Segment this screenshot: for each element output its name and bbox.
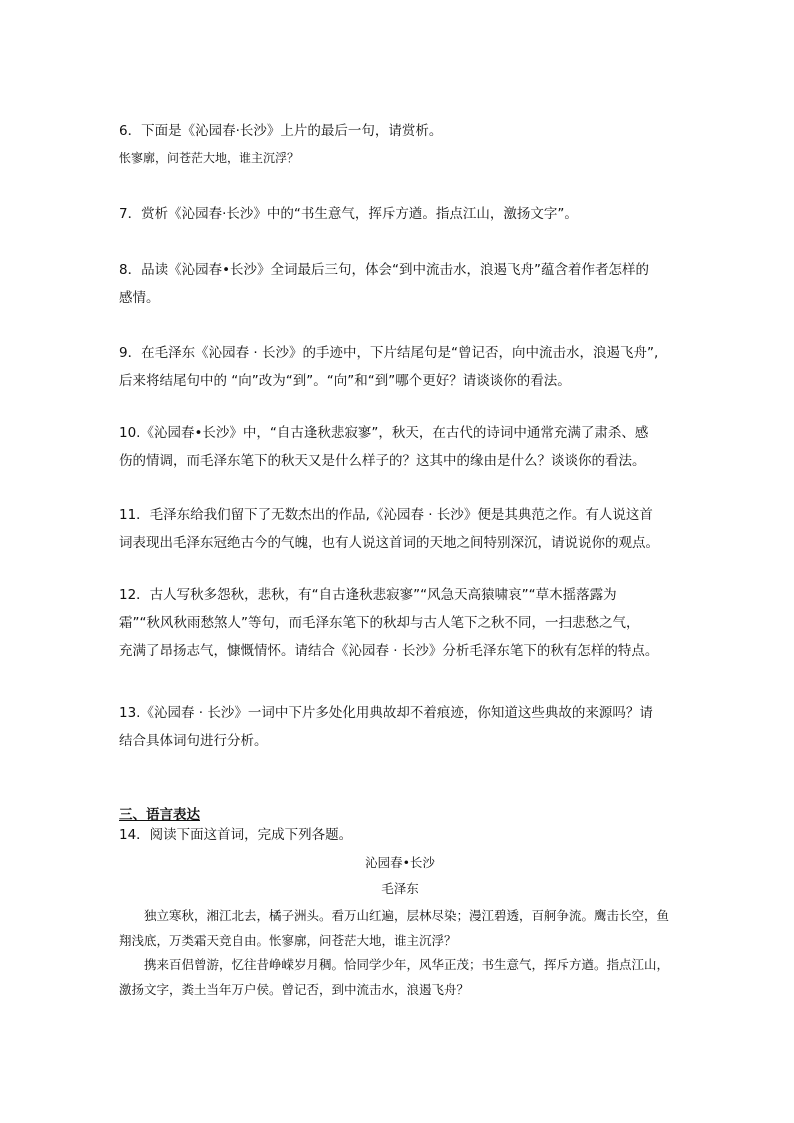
question-10 — [119, 419, 681, 475]
question-12-line-2: 霜”“秋风秋雨愁煞人”等句，而毛泽东笔下的秋却与古人笔下之秋不同，一扫悲愁之气， — [119, 615, 640, 631]
question-12-line-1: 12．古人写秋多怨秋，悲秋，有“自古逢秋悲寂寥”“风急天高猿啸哀”“草木摇落露为 — [119, 587, 617, 603]
question-6-quote: 怅寥廓，问苍茫大地，谁主沉浮？ — [119, 151, 300, 165]
question-11-line-2: 词表现出毛泽东冠绝古今的气魄，也有人说这首词的天地之间特别深沉，请说说你的观点。 — [119, 535, 659, 551]
question-12-line-3: 充满了昂扬志气，慷慨情怀。请结合《沁园春 · 长沙》分析毛泽东笔下的秋有怎样的特点。 — [119, 643, 659, 659]
question-13-line-1: 13.《沁园春 · 长沙》一词中下片多处化用典故却不着痕迹，你知道这些典故的来源吗？请 — [119, 705, 653, 721]
question-12 — [119, 581, 681, 665]
section-heading: 三、语言表达 — [119, 807, 200, 823]
question-7-prompt: 7．赏析《沁园春·长沙》中的“书生意气，挥斥方遒。指点江山，激扬文字”。 — [119, 206, 578, 222]
question-11 — [119, 501, 681, 557]
question-10-line-1: 10.《沁园春•长沙》中，“自古逢秋悲寂寥”，秋天，在古代的诗词中通常充满了肃杀、感 — [119, 425, 649, 441]
poem-title: 沁园春•长沙 — [365, 855, 435, 870]
question-8-line-2: 感情。 — [119, 290, 160, 306]
question-11-line-1: 11．毛泽东给我们留下了无数杰出的作品,《沁园春 · 长沙》便是其典范之作。有人说这首 — [119, 507, 653, 523]
poem-paragraph-1: 独立寒秋，湘江北去，橘子洲头。看万山红遍，层林尽染；漫江碧透，百舸争流。鹰击长空，鱼翔浅底，万类霜天竞自由。怅寥廓，问苍茫大地，谁主沉浮？ — [119, 908, 670, 948]
question-14-prompt: 14．阅读下面这首词，完成下列各题。 — [119, 827, 353, 843]
poem-body — [119, 904, 681, 1002]
poem-paragraph-2: 携来百侣曾游，忆往昔峥嵘岁月稠。恰同学少年，风华正茂；书生意气，挥斥方遒。指点江山，激扬文字，粪土当年万户侯。曾记否，到中流击水，浪遏飞舟？ — [119, 957, 670, 997]
question-9 — [119, 339, 681, 395]
question-8 — [119, 256, 681, 312]
question-6 — [119, 117, 681, 171]
question-13 — [119, 699, 681, 755]
question-7 — [119, 200, 681, 228]
question-13-line-2: 结合具体词句进行分析。 — [119, 733, 268, 749]
question-6-prompt: 6．下面是《沁园春·长沙》上片的最后一句，请赏析。 — [119, 123, 443, 139]
question-9-line-1: 9．在毛泽东《沁园春 · 长沙》的手迹中，下片结尾句是“曾记否，向中流击水，浪遏飞舟”, — [119, 345, 659, 361]
poem-author: 毛泽东 — [381, 881, 419, 896]
question-9-line-2: 后来将结尾句中的 “向”改为“到”。“向”和“到”哪个更好？请谈谈你的看法。 — [119, 373, 571, 389]
question-10-line-2: 伤的情调，而毛泽东笔下的秋天又是什么样子的？这其中的缘由是什么？谈谈你的看法。 — [119, 453, 646, 469]
question-8-line-1: 8．品读《沁园春•长沙》全词最后三句，体会“到中流击水，浪遏飞舟”蕴含着作者怎样的 — [119, 262, 650, 278]
